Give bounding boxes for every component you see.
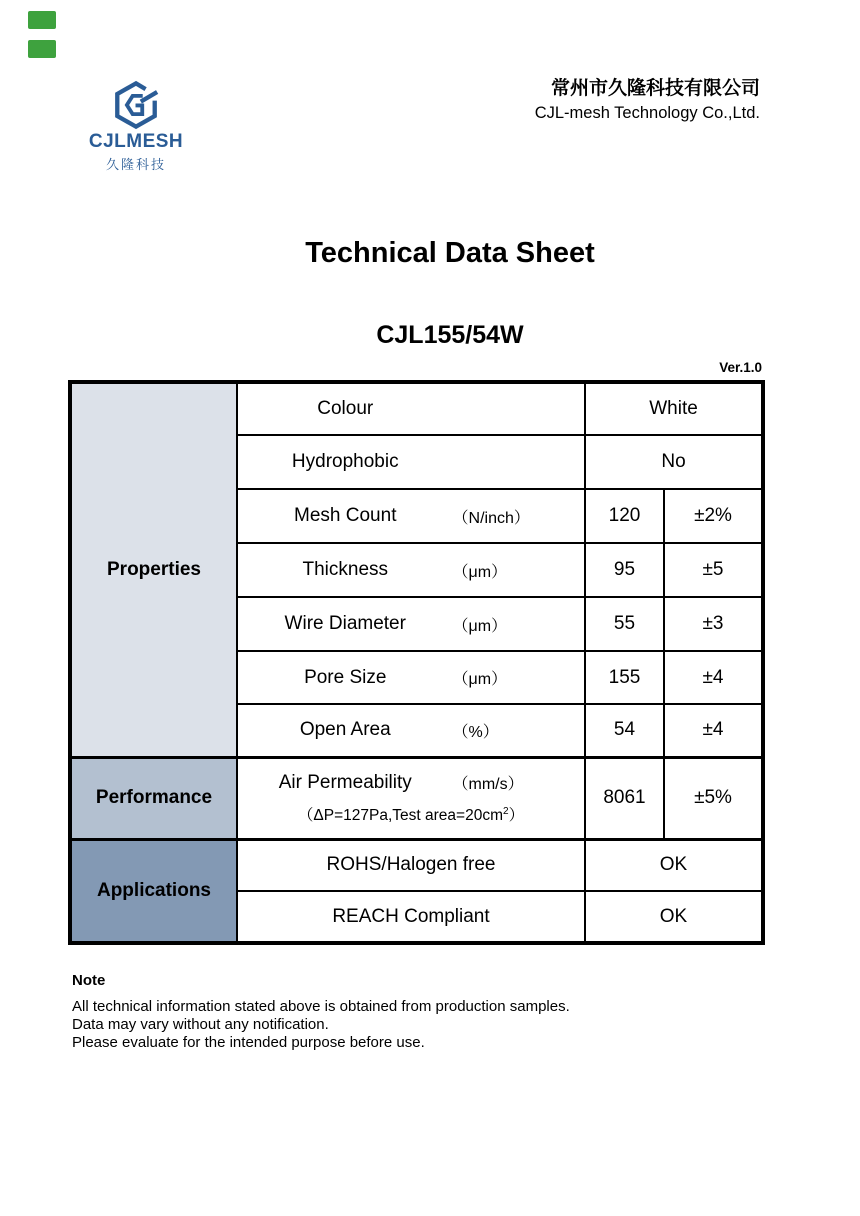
- spec-table: [68, 380, 765, 945]
- param-name: Thickness: [302, 559, 389, 580]
- param-unit: （μm）: [452, 563, 508, 581]
- param-cell-mesh-count: [237, 489, 585, 543]
- note-section: [72, 972, 692, 1052]
- hexagon-logo-icon: [112, 80, 160, 130]
- param-cell-wire-diameter: [237, 597, 585, 651]
- param-name: Mesh Count: [294, 505, 397, 526]
- param-unit: （μm）: [452, 617, 508, 635]
- param-cell-rohs: ROHS/Halogen free: [237, 839, 585, 891]
- value-cell: 8061: [585, 757, 664, 839]
- param-cell-hydrophobic: [237, 435, 585, 489]
- page-title: Technical Data Sheet: [305, 237, 595, 269]
- param-cell-thickness: [237, 543, 585, 597]
- value-cell: 55: [585, 597, 664, 651]
- param-name: Hydrophobic: [291, 451, 399, 472]
- note-line-1: All technical information stated above is obtained from production samples.: [72, 998, 570, 1015]
- tolerance-cell: ±4: [664, 704, 763, 757]
- param-name: Wire Diameter: [284, 613, 406, 634]
- company-logo: [84, 80, 188, 173]
- param-unit: （%）: [452, 723, 499, 741]
- green-annotation-mark-2: [28, 40, 56, 58]
- param-name: Open Area: [299, 719, 391, 741]
- note-line-2: Data may vary without any notification.: [72, 1016, 329, 1033]
- company-header: [535, 77, 760, 124]
- param-name: Colour: [317, 398, 374, 419]
- section-label-properties: Properties: [70, 382, 237, 757]
- param-unit: （N/inch）: [452, 509, 530, 527]
- logo-chinese-name: 久隆科技: [105, 157, 166, 172]
- section-label-applications: Applications: [70, 839, 237, 943]
- tolerance-cell: ±5%: [664, 757, 763, 839]
- param-unit: （mm/s）: [452, 776, 524, 793]
- value-cell: White: [585, 382, 763, 435]
- company-name-chinese: 常州市久隆科技有限公司: [550, 78, 760, 99]
- value-cell: OK: [585, 839, 763, 891]
- param-name: Air Permeability: [278, 771, 412, 793]
- logo-wordmark: CJLMESH: [88, 131, 184, 152]
- param-cell-colour: [237, 382, 585, 435]
- section-label-performance: Performance: [70, 757, 237, 839]
- green-annotation-mark-1: [28, 11, 56, 29]
- value-cell: 95: [585, 543, 664, 597]
- param-cell-pore-size: [237, 651, 585, 704]
- value-cell: OK: [585, 891, 763, 943]
- version-label: Ver.1.0: [719, 360, 762, 375]
- product-code: CJL155/54W: [376, 321, 524, 349]
- note-heading: Note: [72, 972, 106, 989]
- param-cell-open-area: [237, 704, 585, 757]
- tolerance-cell: ±4: [664, 651, 763, 704]
- value-cell: 155: [585, 651, 664, 704]
- spec-row-colour: [70, 382, 763, 435]
- value-cell: 54: [585, 704, 664, 757]
- test-condition: （ΔP=127Pa,Test $area=20cm^2$）: [297, 805, 525, 824]
- note-line-3: Please evaluate for the intended purpose before use.: [72, 1034, 425, 1051]
- param-name: Pore Size: [304, 666, 387, 688]
- param-unit: （μm）: [452, 671, 508, 688]
- spec-row-air-permeability: [70, 757, 763, 839]
- company-name-english: CJL-mesh Technology Co.,Ltd.: [534, 104, 760, 122]
- value-cell: No: [585, 435, 763, 489]
- tolerance-cell: ±2%: [664, 489, 763, 543]
- spec-row-rohs: [70, 839, 763, 891]
- param-cell-reach: REACH Compliant: [237, 891, 585, 943]
- value-cell: 120: [585, 489, 664, 543]
- tolerance-cell: ±5: [664, 543, 763, 597]
- tolerance-cell: ±3: [664, 597, 763, 651]
- param-cell-air-permeability: [237, 757, 585, 839]
